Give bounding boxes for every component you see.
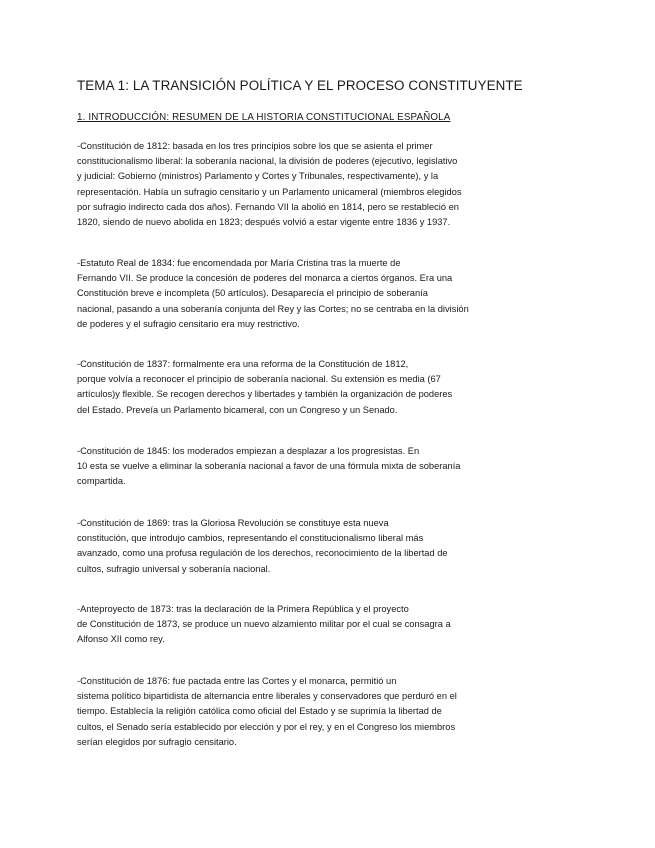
text-line: tiempo. Establecía la religión católica como oficial del Estado y se suprimía la libertad de xyxy=(77,706,442,717)
paragraph-constitucion-1869 xyxy=(77,516,547,577)
text-line: del Estado. Preveía un Parlamento bicameral, con un Congreso y un Senado. xyxy=(77,404,398,415)
text-line: serían elegidos por sufragio censitario. xyxy=(77,736,237,747)
text-line: sistema político bipartidista de alternancia entre liberales y conservadores que perduró en el xyxy=(77,691,457,702)
paragraph-constitucion-1837 xyxy=(77,357,547,418)
text-line: 1820, siendo de nuevo abolida en 1823; después volvió a estar vigente entre 1836 y 1937. xyxy=(77,217,451,228)
text-line: constitucionalismo liberal: la soberanía nacional, la división de poderes (ejecutivo, legislativo xyxy=(77,156,458,167)
text-line: -Estatuto Real de 1834: fue encomendada por María Cristina tras la muerte de xyxy=(77,258,401,268)
text-line: de poderes y el sufragio censitario era muy restrictivo. xyxy=(77,318,300,329)
paragraph-constitucion-1876 xyxy=(77,674,547,750)
text-line: compartida. xyxy=(77,476,126,487)
paragraph-estatuto-1834 xyxy=(77,256,547,332)
text-line: constitución, que introdujo cambios, representando el constitucionalismo liberal más xyxy=(77,533,424,544)
text-line: -Constitución de 1876: fue pactada entre las Cortes y el monarca, permitió un xyxy=(77,676,397,686)
page-title: TEMA 1: LA TRANSICIÓN POLÍTICA Y EL PROCESO CONSTITUYENTE xyxy=(77,78,523,93)
paragraph-constitucion-1845 xyxy=(77,444,547,490)
text-line: Fernando VII. Se produce la concesión de poderes del monarca a ciertos órganos. Era una xyxy=(77,273,453,284)
text-line: cultos, el Senado sería establecido por elección y por el rey, y en el Congreso los miembros xyxy=(77,721,456,732)
text-line: representación. Había un sufragio censitario y un Parlamento unicameral (miembros elegidos xyxy=(77,186,462,197)
paragraph-constitucion-1812 xyxy=(77,139,547,230)
text-line: nacional, pasando a una soberanía conjunta del Rey y las Cortes; no se centraba en la división xyxy=(77,303,469,314)
text-line: -Constitución de 1837: formalmente era una reforma de la Constitución de 1812, xyxy=(77,359,409,369)
text-line: -Anteproyecto de 1873: tras la declaración de la Primera República y el proyecto xyxy=(77,604,409,614)
text-line: -Constitución de 1869: tras la Gloriosa Revolución se constituye esta nueva xyxy=(77,518,389,528)
text-line: -Constitución de 1845: los moderados empiezan a desplazar a los progresistas. En xyxy=(77,446,420,456)
text-line: de Constitución de 1873, se produce un nuevo alzamiento militar por el cual se consagra a xyxy=(77,619,451,630)
text-line: porque volvía a reconocer el principio de soberanía nacional. Su extensión es media (67 xyxy=(77,374,441,385)
section-heading: 1. INTRODUCCIÓN: RESUMEN DE LA HISTORIA CONSTITUCIONAL ESPAÑOLA xyxy=(77,112,451,123)
text-line: Constitución breve e incompleta (50 artículos). Desaparecía el principio de soberanía xyxy=(77,288,428,299)
text-line: Alfonso XII como rey. xyxy=(77,634,165,645)
text-line: cultos, sufragio universal y soberanía nacional. xyxy=(77,563,271,574)
text-line: artículos)y flexible. Se recogen derechos y libertades y también la organización de poderes xyxy=(77,389,453,400)
text-line: -Constitución de 1812: basada en los tres principios sobre los que se asienta el primer xyxy=(77,141,433,151)
text-line: 10 esta se vuelve a eliminar la soberanía nacional a favor de una fórmula mixta de soberanía xyxy=(77,461,461,472)
text-line: por sufragio indirecto cada dos años). Fernando VII la abolió en 1814, pero se restableció en xyxy=(77,201,459,212)
text-line: y judicial: Gobierno (ministros) Parlamento y Cortes y Tribunales, respectivamente), y la xyxy=(77,171,439,182)
text-line: avanzado, como una profusa regulación de los derechos, reconocimiento de la libertad de xyxy=(77,548,448,559)
paragraph-anteproyecto-1873 xyxy=(77,602,547,648)
